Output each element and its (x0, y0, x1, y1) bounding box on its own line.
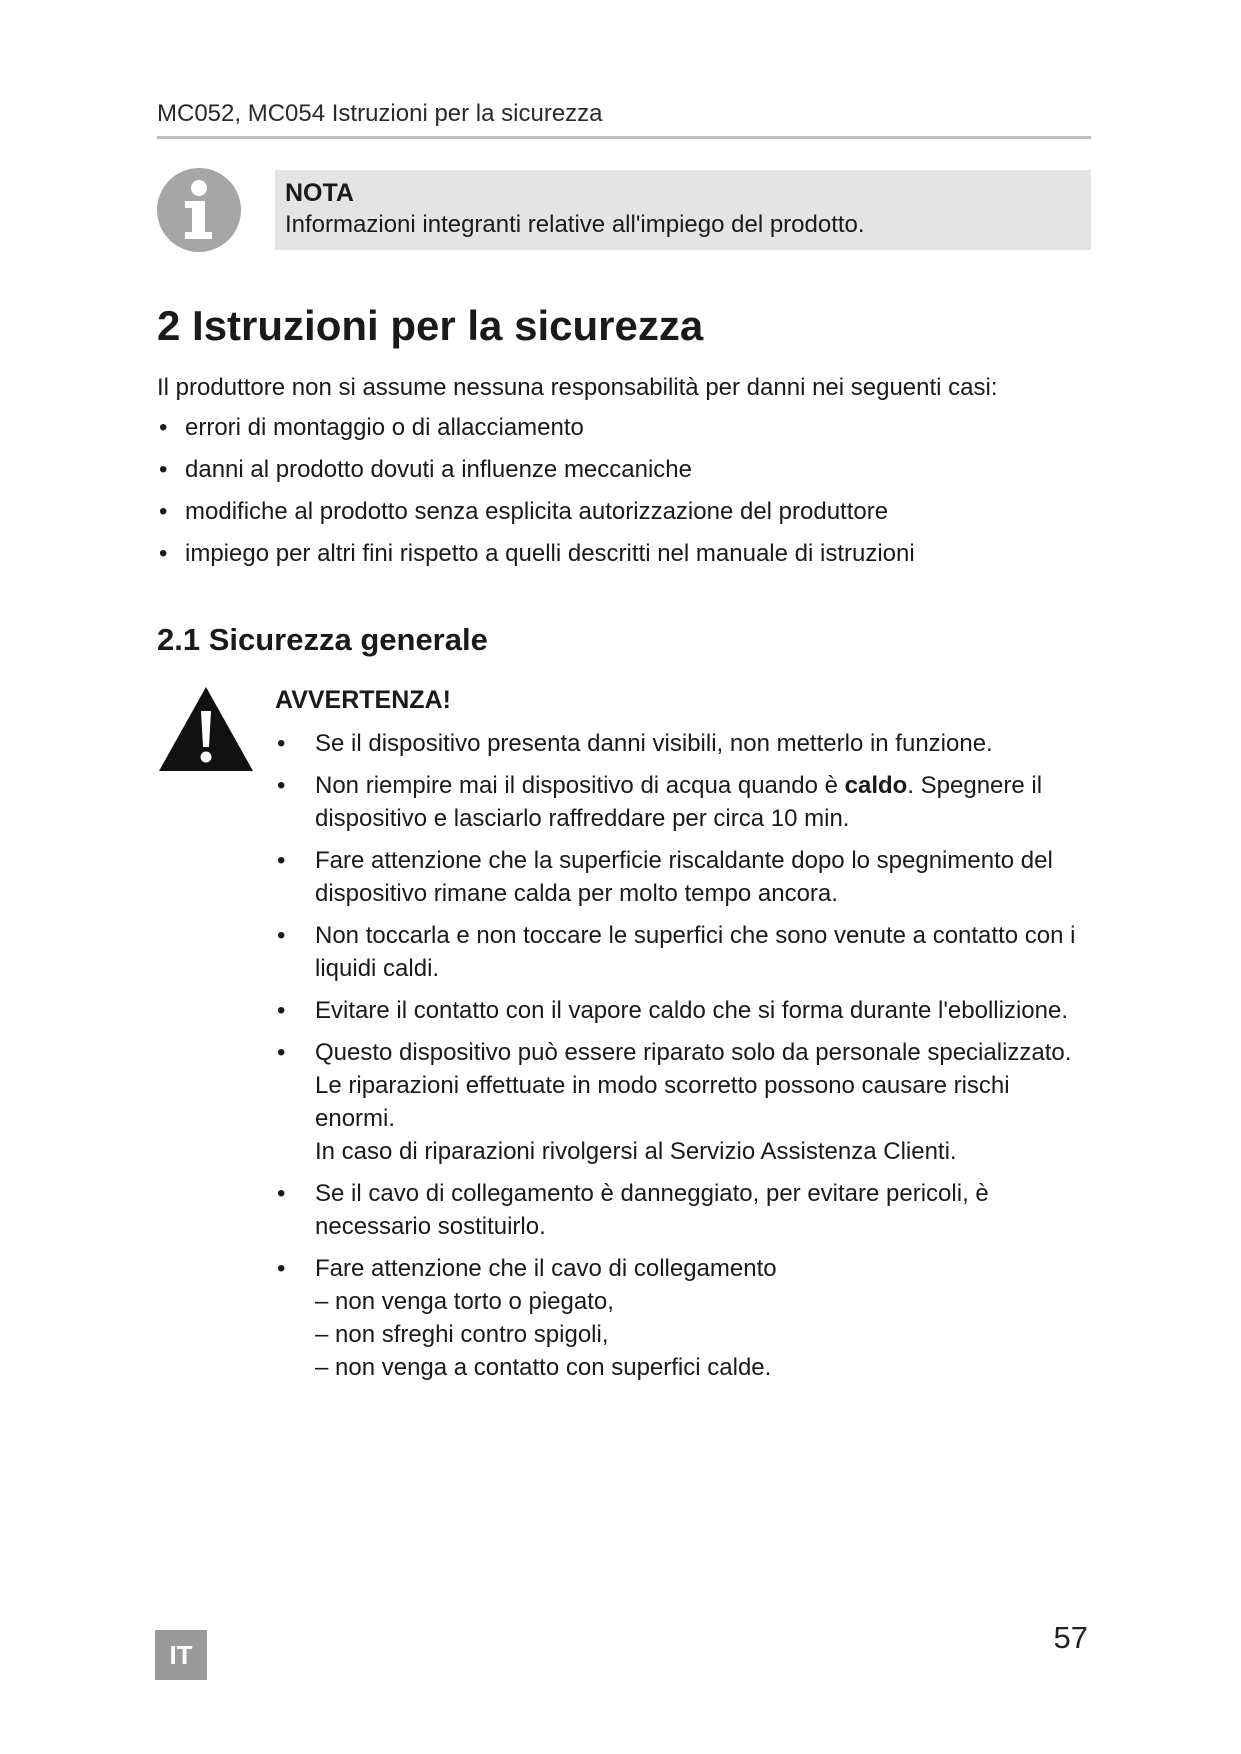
list-item: • errori di montaggio o di allacciamento (157, 412, 1087, 454)
page-number: 57 (1053, 1620, 1088, 1655)
list-item: • impiego per altri fini rispetto a quelli descritti nel manuale di istruzioni (157, 538, 1087, 580)
list-item: • danni al prodotto dovuti a influenze meccaniche (157, 454, 1087, 496)
warning-text: Se il dispositivo presenta danni visibili, non metterlo in funzione. (315, 730, 993, 757)
warning-list (275, 727, 1095, 1393)
warning-text: Evitare il contatto con il vapore caldo che si forma durante l'ebollizione. (315, 997, 1068, 1024)
warning-triangle-icon (157, 685, 255, 773)
note-title: NOTA (285, 179, 354, 207)
warning-text: . Spegnere il dispositivo e lasciarlo raffreddare per circa 10 min. (315, 772, 1043, 832)
list-item (275, 769, 1095, 835)
sub-item: – non venga torto o piegato, (315, 1288, 614, 1315)
language-badge: IT (155, 1630, 207, 1680)
subsection-title: 2.1 Sicurezza generale (157, 622, 488, 657)
emphasis-text: caldo (844, 772, 908, 799)
note-text: Informazioni integranti relative all'impiego del prodotto. (285, 211, 865, 238)
warning-text: Fare attenzione che la superficie riscaldante dopo lo spegnimento del dispositivo rimane calda per molto tempo ancora. (315, 847, 1053, 907)
list-item (275, 994, 1095, 1027)
list-item (275, 727, 1095, 760)
list-item (275, 919, 1095, 985)
sub-item: – non sfreghi contro spigoli, (315, 1321, 609, 1348)
list-item (275, 1036, 1095, 1168)
warning-text: • Fare attenzione che il cavo di collegamento (315, 1255, 777, 1282)
warning-text: Non riempire mai il dispositivo di acqua quando è (315, 772, 845, 799)
list-item (275, 844, 1095, 910)
section-intro: Il produttore non si assume nessuna responsabilità per danni nei seguenti casi: (157, 374, 998, 401)
list-item: • modifiche al prodotto senza esplicita autorizzazione del produttore (157, 496, 1087, 538)
liability-list (157, 412, 1087, 580)
note-box (275, 170, 1091, 250)
sub-item: – non venga a contatto con superfici calde. (315, 1354, 772, 1381)
section-title: 2 Istruzioni per la sicurezza (157, 302, 704, 349)
warning-text: Se il cavo di collegamento è danneggiato, per evitare pericoli, è necessario sostituirlo. (315, 1180, 989, 1240)
running-header: MC052, MC054 Istruzioni per la sicurezza (157, 100, 1091, 139)
warning-text: In caso di riparazioni rivolgersi al Servizio Assistenza Clienti. (315, 1138, 957, 1165)
warning-title: AVVERTENZA! (275, 686, 451, 714)
info-icon (157, 168, 241, 252)
warning-text: • Questo dispositivo può essere riparato solo da personale specializzato. Le riparazioni effettuate in modo scorretto possono causare rischi enormi. (315, 1039, 1072, 1132)
list-item (275, 1252, 1095, 1384)
warning-text: Non toccarla e non toccare le superfici che sono venute a contatto con i liquidi caldi. (315, 922, 1076, 982)
list-item (275, 1177, 1095, 1243)
